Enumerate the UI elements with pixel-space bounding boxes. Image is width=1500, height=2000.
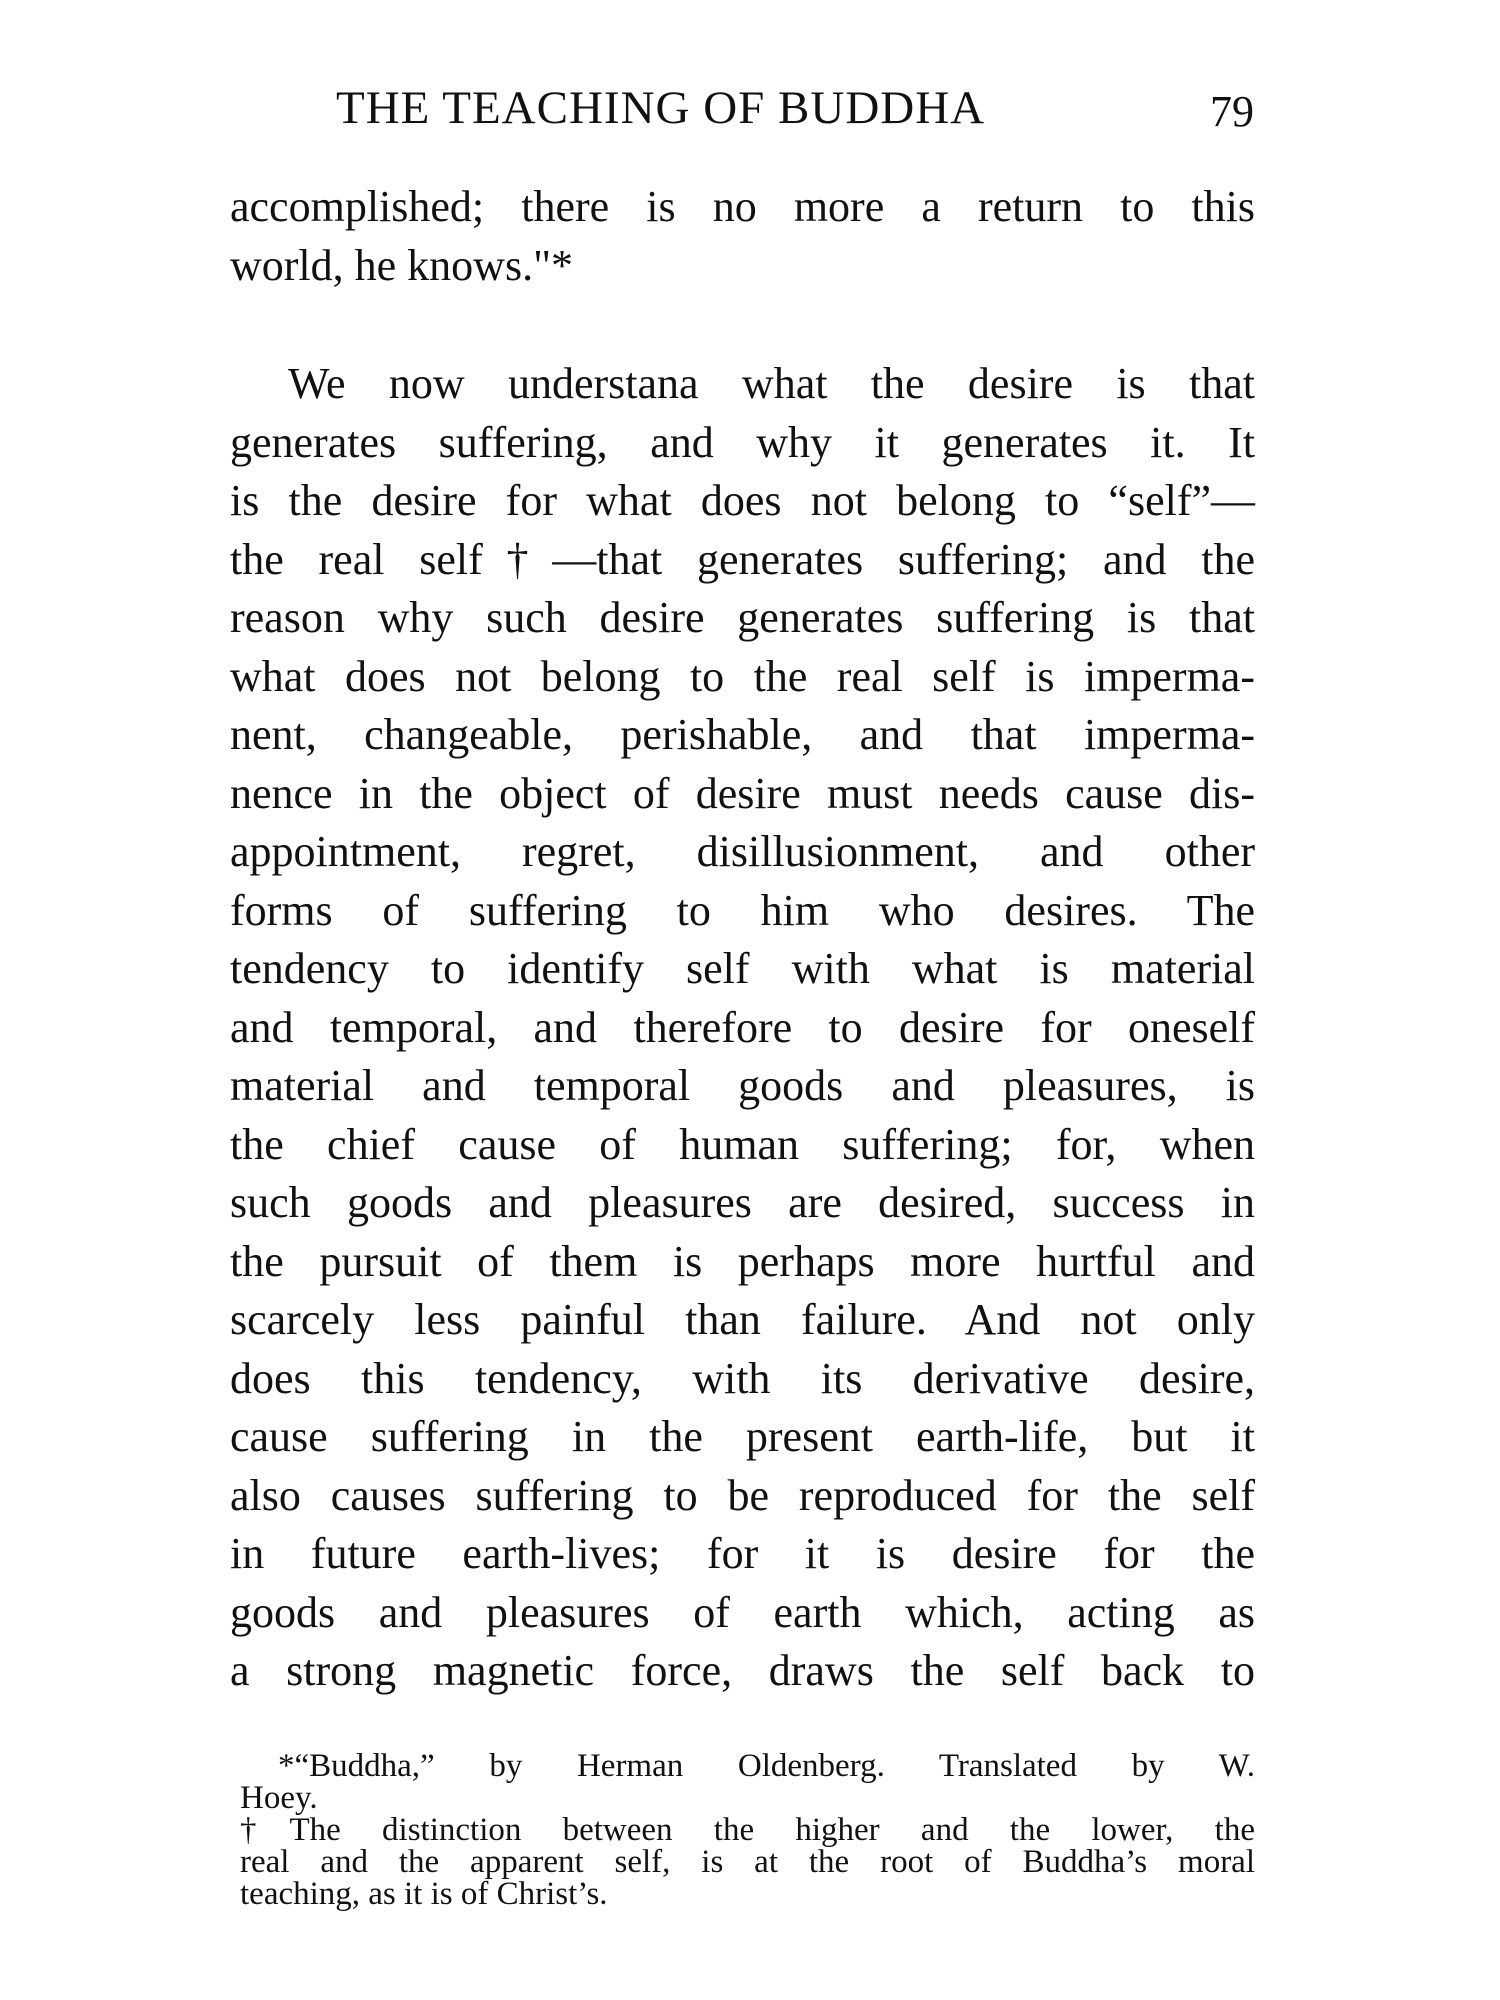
text-line: world, he knows."* xyxy=(230,240,574,290)
text-line: such goods and pleasures are desired, success in xyxy=(230,1178,1255,1227)
footnote-line: *“Buddha,” by Herman Oldenberg. Translated by W. xyxy=(278,1748,1255,1784)
footnote-dagger xyxy=(240,1814,1255,1910)
text-line: also causes suffering to be reproduced for the self xyxy=(230,1470,1255,1520)
text-line: cause suffering in the present earth-life, but it xyxy=(230,1412,1255,1461)
footnote-line: teaching, as it is of Christ’s. xyxy=(240,1876,608,1912)
text-line: and temporal, and therefore to desire for oneself xyxy=(230,1002,1255,1052)
text-line: the real self†—that generates suffering; and the xyxy=(230,534,1255,584)
running-title: THE TEACHING OF BUDDHA xyxy=(336,82,986,134)
body-paragraph xyxy=(230,355,1255,1701)
running-head xyxy=(228,78,1254,138)
text-line: forms of suffering to him who desires. The xyxy=(230,885,1255,935)
text-line: appointment, regret, disillusionment, and other xyxy=(230,827,1255,876)
page-number: 79 xyxy=(1210,87,1254,136)
text-line: nence in the object of desire must needs cause dis- xyxy=(230,768,1255,818)
text-line: accomplished; there is no more a return to this xyxy=(230,182,1255,231)
text-line: in future earth-lives; for it is desire for the xyxy=(230,1529,1255,1578)
text-line: what does not belong to the real self is imperma- xyxy=(230,651,1255,701)
text-line: reason why such desire generates suffering is that xyxy=(230,593,1255,642)
text-line: We now understana what the desire is that xyxy=(288,359,1255,408)
text-line: nent, changeable, perishable, and that imperma- xyxy=(230,710,1255,759)
footnote-asterisk xyxy=(240,1750,1255,1814)
footnote-line: real and the apparent self, is at the root of Buddha’s moral xyxy=(240,1844,1255,1880)
footnote-line: †The distinction between the higher and the lower, the xyxy=(240,1812,1255,1848)
text-line: the pursuit of them is perhaps more hurtful and xyxy=(230,1236,1255,1286)
footnotes xyxy=(240,1750,1255,1910)
text-line: material and temporal goods and pleasures, is xyxy=(230,1061,1255,1110)
text-line: generates suffering, and why it generates it. It xyxy=(230,417,1255,467)
text-line: a strong magnetic force, draws the self back to xyxy=(230,1646,1255,1695)
text-line: does this tendency, with its derivative desire, xyxy=(230,1353,1255,1403)
text-line: the chief cause of human suffering; for, when xyxy=(230,1119,1255,1169)
footnote-line: Hoey. xyxy=(240,1780,318,1816)
text-line: tendency to identify self with what is material xyxy=(230,944,1255,993)
continued-paragraph xyxy=(230,178,1255,295)
text-line: scarcely less painful than failure. And not only xyxy=(230,1295,1255,1344)
text-line: is the desire for what does not belong to “self”— xyxy=(230,476,1255,525)
text-line: goods and pleasures of earth which, acting as xyxy=(230,1587,1255,1637)
